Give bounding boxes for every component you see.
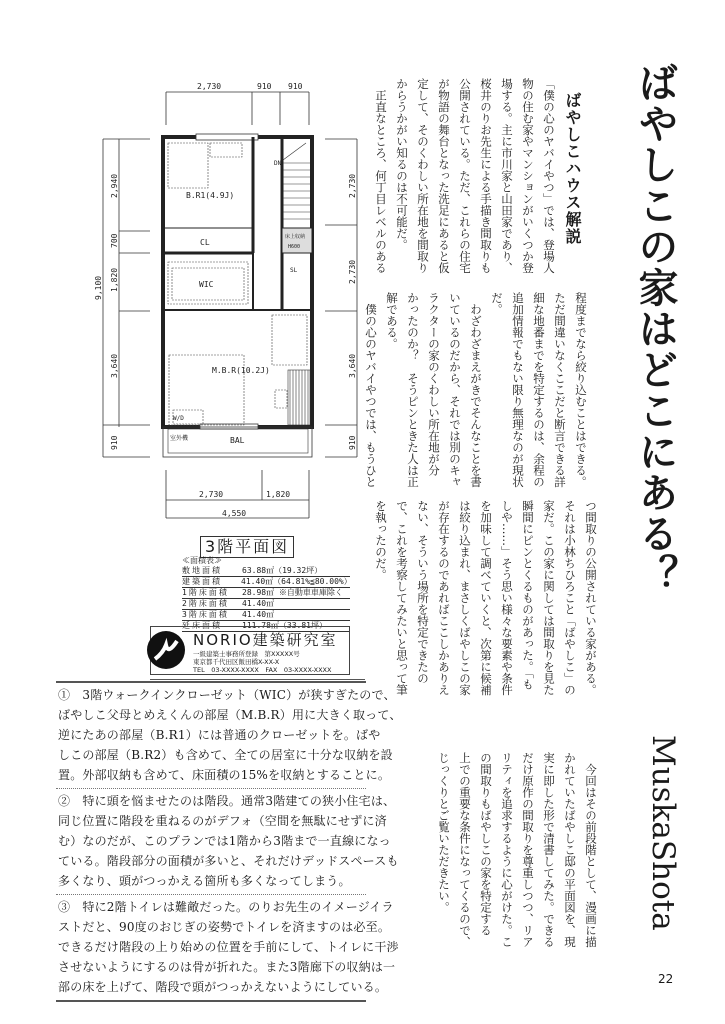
text-line: じっくりとご覧いただきたい。 (437, 752, 451, 913)
text-line: つ間取りの公開されている家がある。 (584, 500, 598, 696)
room-label-bal: BAL (230, 436, 245, 445)
text-line: が存在するのであればここしかありえ (437, 500, 451, 696)
dim-left-total: 9,100 (94, 275, 103, 300)
storage-label: 床上収納 (285, 234, 306, 240)
article-block-1 (370, 78, 585, 274)
room-label-cl: CL (200, 238, 210, 247)
table-row (182, 599, 350, 610)
dim-left: 1,820 (110, 267, 119, 292)
furniture (168, 143, 307, 425)
text-line: しや……」そう思い様々な要素や条件 (500, 500, 514, 696)
article-block-2 (360, 292, 591, 488)
notes-box (56, 681, 402, 1002)
text-line: させないようにするのは骨が折れた。また3階廊下の収納は一 (58, 960, 396, 974)
text-line: 物の住む家やマンションがいくつか登 (521, 78, 535, 274)
text-line: 細な地番までを特定するのは、余程の (532, 292, 546, 488)
washer-label: W/D (173, 415, 184, 422)
table-row (182, 610, 350, 621)
text-line: 定して、そのくわしい所在地を間取り (416, 78, 430, 274)
text-line: かれていたばやしこ邸の平面図を、現 (563, 752, 577, 948)
section-heading: ばやしこハウス解説 (563, 92, 582, 245)
text-line: ストだと、90度のおじぎの姿勢でトイレを済ますのは必至。 (58, 920, 391, 934)
note-2 (56, 788, 399, 894)
text-line: ② 特に頭を悩ませたのは階段。通常3階建ての狭小住宅は、 (58, 794, 396, 808)
text-line: 多くなり、頭がつっかえる箇所も多くなってしまう。 (58, 874, 351, 888)
dim-bottom-total: 4,550 (222, 509, 247, 518)
row-value: 63.88㎡（19.32坪） (242, 566, 323, 575)
author-name: MuskaShota (645, 735, 681, 931)
text-line: 解である。 (385, 292, 399, 350)
dim-bottom: 1,820 (266, 490, 291, 499)
row-value: 41.40㎡（64.81%≦80.00%） (241, 577, 352, 586)
area-table (182, 556, 350, 632)
text-line: しこの部屋（B.R2）も含めて、全ての居室に十分な収納を設 (58, 748, 393, 762)
text-line: ばやしこ父母とめえくんの部屋（M.B.R）用に大きく取って、 (58, 708, 402, 722)
dim-top: 910 (288, 82, 303, 91)
text-line: ない、そういう場所を特定できたの (416, 500, 430, 684)
row-value: 41.40㎡ (242, 610, 275, 619)
storage-height-label: H600 (288, 244, 301, 250)
text-line: だけ原作の間取りを尊重しつつ、リア (521, 752, 535, 948)
dim-top: 2,730 (197, 82, 222, 91)
row-label: 1階床面積 (182, 588, 229, 597)
text-line: 公開されている。ただ、これらの住宅 (458, 78, 472, 274)
text-line: ている。階段部分の面積が多いと、それだけデッドスペースも (58, 854, 399, 868)
row-label: 敷地面積 (182, 566, 222, 575)
room-label-sl: SL (290, 267, 298, 274)
architect-logo-box (150, 626, 350, 675)
row-value: 41.40㎡ (242, 599, 275, 608)
dimension-lines (103, 92, 357, 518)
dim-left: 910 (110, 435, 119, 450)
divider (150, 679, 365, 680)
text-line: 同じ位置に階段を重ねるのがデフォ（空間を無駄にせずに済 (58, 814, 387, 828)
row-label: 3階床面積 (182, 610, 229, 619)
row-label: 延床面積 (182, 621, 222, 630)
note-3 (56, 894, 399, 1000)
room-label-wic: WIC (199, 280, 214, 289)
address: 東京都千代田区飯田橋X-XX-X (193, 658, 280, 666)
text-line: む）なのだが、このプランでは1階から3階まで一直線になっ (58, 834, 391, 848)
table-row (182, 577, 350, 588)
text-line: 僕の心のヤバイやつでは、もうひと (364, 292, 378, 488)
text-line: ① 3階ウォークインクローゼット（WIC）が狭すぎたので、 (58, 688, 396, 702)
text-line: いているのだから、それでは別のキャ (448, 292, 462, 488)
article-block-3 (370, 500, 601, 696)
text-line: 程度までなら絞り込むことはできる。 (574, 292, 588, 488)
text-line: それは小林ちひろこと「ばやしこ」の (563, 500, 577, 696)
dim-bottom: 2,730 (199, 490, 224, 499)
area-table-caption: ≪面積表≫ (182, 556, 222, 565)
text-line: を執ったのだ。 (374, 500, 388, 581)
text-line: ラクターの家のくわしい所在地が分 (427, 292, 441, 476)
row-label: 建築面積 (182, 577, 222, 586)
row-label: 2階床面積 (182, 599, 229, 608)
text-line: だ。 (490, 292, 504, 315)
text-line: の間取りもばやしこの家を特定する (479, 752, 493, 936)
text-line: を加味して調べていくと、次第に候補 (479, 500, 493, 696)
text-line: 実に即した形で清書してみた。できる (542, 752, 556, 948)
outdoor-unit-label: 室外機 (170, 435, 189, 442)
room-label-br1: B.R1(4.9J) (186, 191, 235, 200)
dim-left: 2,940 (110, 173, 119, 198)
article-title: ばやしこの家はどこにある？ (632, 62, 679, 595)
text-line: 瞬間にピンとくるものがあった。「も (521, 500, 535, 690)
text-line: 部の床を上げて、階段で頭がつっかえないようにしている。 (58, 980, 388, 994)
text-line: できるだけ階段の上り始めの位置を手前にして、トイレに干渉 (58, 940, 399, 954)
architect-name: NORIO建築研究室 (193, 631, 338, 649)
dim-left: 700 (110, 233, 119, 248)
floor-plan-caption: 3階平面図 (200, 536, 294, 558)
text-line: リティを追求するように心がけた。こ (500, 752, 514, 948)
registration: 一級建築士事務所登録 第XXXXX号 (193, 650, 300, 658)
dim-right: 2,730 (348, 173, 357, 198)
text-line: 今回はその前段階として、漫画に描 (584, 752, 598, 948)
floor-plan (0, 0, 370, 530)
text-line: 追加情報でもない限り無理なのが現状 (511, 292, 525, 488)
logo-mark-icon (147, 631, 185, 669)
text-line: 場する。主に市川家と山田家であり、 (500, 78, 514, 274)
dim-top: 910 (257, 82, 272, 91)
text-line: で、これを考察してみたいと思って筆 (395, 500, 409, 696)
text-line: 置。外部収納も含めて、床面積の15%を収納とすることに。 (58, 768, 391, 782)
text-line: 「僕の心のヤバイやつ」では、登場人 (542, 78, 556, 274)
staircase (283, 143, 310, 425)
dim-right: 2,730 (348, 259, 357, 284)
row-value: 111.78㎡（33.81坪） (242, 621, 327, 630)
text-line: 桜井のりお先生による手描き間取りも (479, 78, 493, 274)
dim-right: 3,640 (348, 353, 357, 378)
text-line: ただ間違いなくここだと断言できる詳 (553, 292, 567, 488)
dim-right: 910 (348, 435, 357, 450)
contact: TEL 03-XXXX-XXXX FAX 03-XXXX-XXXX (193, 666, 332, 674)
text-line: ③ 特に2階トイレは難敵だった。のりお先生のイメージイラ (58, 900, 394, 914)
page-number: 22 (658, 972, 674, 986)
room-label-dn: DN (274, 160, 282, 167)
text-line: 家だ。この家に関しては間取りを見た (542, 500, 556, 696)
text-line: 上での重要な条件になってくるので、 (458, 752, 472, 948)
note-1 (56, 683, 402, 788)
text-line: が物語の舞台となった洗足にあると仮 (437, 78, 451, 274)
row-value: 28.98㎡ ※自動車車庫除く (242, 588, 343, 597)
text-line: 正直なところ、何丁目レベルのある (374, 78, 388, 274)
text-line: わざわざまえがきでそんなことを書 (469, 292, 483, 488)
table-row (182, 566, 350, 577)
text-line: かったのか？ そうピンときた人は正 (406, 292, 420, 488)
text-line: 逆にたあの部屋（B.R1）には普通のクローゼットを。ばや (58, 728, 381, 742)
room-label-mbr: M.B.R(10.2J) (212, 366, 270, 375)
walls (163, 134, 312, 457)
article-block-4 (433, 752, 601, 948)
dim-left: 3,640 (110, 353, 119, 378)
text-line: は絞り込まれ、まさしくばやしこの家 (458, 500, 472, 696)
text-line: からうかがい知るのは不可能だ。 (395, 78, 409, 251)
table-row (182, 588, 350, 599)
